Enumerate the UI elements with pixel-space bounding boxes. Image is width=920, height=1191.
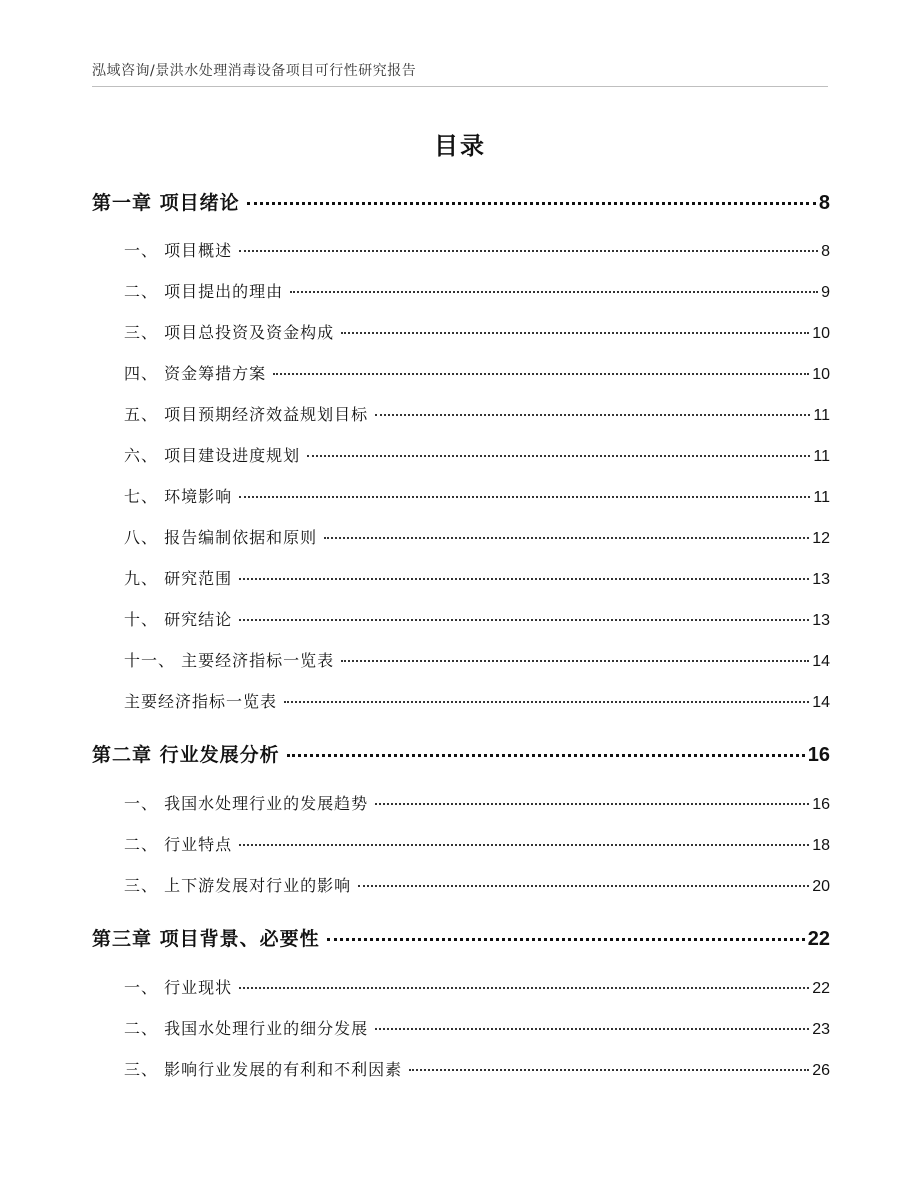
running-header: 泓域咨询/景洪水处理消毒设备项目可行性研究报告 (92, 63, 417, 79)
toc-entry-page: 14 (812, 694, 830, 711)
toc-entry-page: 8 (821, 243, 830, 260)
toc-entry-label: 八、 报告编制依据和原则 (124, 528, 318, 547)
toc-entry[interactable] (124, 975, 830, 998)
toc-entry-page: 14 (812, 653, 830, 670)
toc-entry[interactable] (124, 648, 830, 671)
toc-entry-page: 13 (812, 612, 830, 629)
dot-leader (409, 1069, 809, 1071)
toc-entry-label: 三、 上下游发展对行业的影响 (124, 876, 352, 895)
toc-entry-label: 二、 我国水处理行业的细分发展 (124, 1019, 369, 1038)
toc-entry-page: 26 (812, 1062, 830, 1079)
dot-leader (341, 332, 809, 334)
toc-entry[interactable] (124, 525, 830, 548)
dot-leader (239, 619, 809, 621)
toc-entry-page: 11 (813, 407, 830, 424)
dot-leader (239, 496, 810, 498)
toc-entry[interactable] (124, 238, 830, 261)
dot-leader (284, 701, 809, 703)
toc-entry[interactable] (92, 188, 830, 215)
header-divider (92, 86, 828, 87)
toc-entry-page: 20 (812, 878, 830, 895)
toc-entry-page: 10 (812, 325, 830, 342)
toc-entry-label: 一、 行业现状 (124, 978, 233, 997)
dot-leader (239, 578, 809, 580)
toc-entry-label: 主要经济指标一览表 (124, 692, 278, 711)
toc-entry-page: 13 (812, 571, 830, 588)
toc-entry[interactable] (124, 566, 830, 589)
dot-leader (375, 803, 809, 805)
toc-entry-label: 十一、 主要经济指标一览表 (124, 651, 335, 670)
toc-entry-page: 16 (812, 796, 830, 813)
toc-entry-label: 十、 研究结论 (124, 610, 233, 629)
toc-entry[interactable] (124, 1057, 830, 1080)
toc-entry-label: 九、 研究范围 (124, 569, 233, 588)
toc-entry-label: 第二章 行业发展分析 (92, 744, 280, 766)
dot-leader (327, 938, 805, 941)
toc-entry-page: 23 (812, 1021, 830, 1038)
toc-title: 目录 (434, 132, 486, 160)
toc-entry[interactable] (124, 832, 830, 855)
toc-entry-label: 四、 资金筹措方案 (124, 364, 267, 383)
toc-entry-label: 三、 影响行业发展的有利和不利因素 (124, 1060, 403, 1079)
toc-entry-page: 22 (812, 980, 830, 997)
dot-leader (290, 291, 818, 293)
toc-entry-page: 12 (812, 530, 830, 547)
toc-entry[interactable] (124, 402, 830, 425)
toc-entry[interactable] (124, 791, 830, 814)
toc-entry[interactable] (124, 361, 830, 384)
toc-entry-label: 五、 项目预期经济效益规划目标 (124, 405, 369, 424)
toc-entry-page: 8 (818, 192, 830, 214)
toc-entry[interactable] (124, 873, 830, 896)
toc-entry[interactable] (92, 924, 830, 951)
toc-entry[interactable] (92, 740, 830, 767)
dot-leader (247, 202, 816, 205)
dot-leader (375, 1028, 809, 1030)
toc-entry[interactable] (124, 320, 830, 343)
dot-leader (307, 455, 810, 457)
toc-entry[interactable] (124, 1016, 830, 1039)
toc-entry-label: 六、 项目建设进度规划 (124, 446, 301, 465)
toc-entry-label: 二、 行业特点 (124, 835, 233, 854)
dot-leader (287, 754, 805, 757)
toc-entry-label: 二、 项目提出的理由 (124, 282, 284, 301)
toc-entry-page: 16 (807, 744, 830, 766)
toc-entry-page: 22 (807, 928, 830, 950)
toc-entry[interactable] (124, 689, 830, 712)
toc-entry-page: 11 (813, 489, 830, 506)
toc-entry-label: 一、 项目概述 (124, 241, 233, 260)
toc-entry-label: 三、 项目总投资及资金构成 (124, 323, 335, 342)
dot-leader (324, 537, 809, 539)
dot-leader (358, 885, 809, 887)
dot-leader (273, 373, 809, 375)
toc-entry-page: 10 (812, 366, 830, 383)
toc-entry-label: 第三章 项目背景、必要性 (92, 928, 320, 950)
toc-entry[interactable] (124, 607, 830, 630)
toc-entry-label: 一、 我国水处理行业的发展趋势 (124, 794, 369, 813)
dot-leader (375, 414, 810, 416)
toc-entry-page: 18 (812, 837, 830, 854)
toc-entry-label: 七、 环境影响 (124, 487, 233, 506)
dot-leader (239, 987, 809, 989)
dot-leader (239, 844, 809, 846)
toc-entry-page: 9 (821, 284, 830, 301)
toc-entry[interactable] (124, 443, 830, 466)
toc-entry[interactable] (124, 279, 830, 302)
dot-leader (341, 660, 809, 662)
toc-entry-label: 第一章 项目绪论 (92, 192, 240, 214)
toc-entry[interactable] (124, 484, 830, 507)
dot-leader (239, 250, 818, 252)
toc-entry-page: 11 (813, 448, 830, 465)
